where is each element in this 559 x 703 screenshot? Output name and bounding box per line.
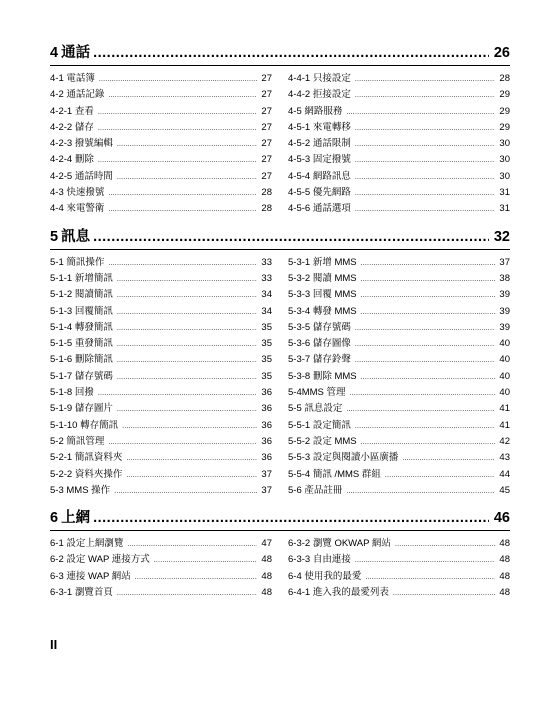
entry-label: 6-1 設定上網瀏覽: [50, 538, 124, 550]
entry-label: 5-2-2 資料夾操作: [50, 468, 123, 480]
leader-dots: [355, 72, 496, 88]
entry-label: 4-4 來電警衛: [50, 203, 105, 215]
entry-page-number: 33: [261, 256, 272, 268]
toc-entry[interactable]: [288, 152, 510, 168]
toc-entry[interactable]: [50, 87, 272, 103]
entry-page-number: 34: [261, 289, 272, 301]
leader-dots: [355, 121, 496, 137]
toc-entry[interactable]: [288, 104, 510, 120]
toc-entry[interactable]: [50, 450, 272, 466]
toc-section: [50, 509, 510, 601]
leader-dots: [122, 419, 257, 435]
entry-label: 6-2 設定 WAP 連接方式: [50, 554, 150, 566]
leader-dots: [117, 305, 258, 321]
entry-label: 5-3-8 刪除 MMS: [288, 370, 357, 382]
entry-page-number: 39: [499, 289, 510, 301]
leader-dots: [361, 256, 496, 272]
toc-entry[interactable]: [288, 336, 510, 352]
entry-label: 4-2-5 通話時間: [50, 170, 113, 182]
entry-label: 5-1-10 轉存簡訊: [50, 419, 119, 431]
section-page-number: 26: [493, 45, 510, 61]
leader-dots: [361, 435, 496, 451]
entry-label: 6-3-2 瀏覽 OKWAP 網站: [288, 538, 391, 550]
entry-page-number: 40: [499, 370, 510, 382]
entry-label: 4-2-1 查看: [50, 105, 94, 117]
leader-dots: [355, 202, 496, 218]
toc-entry[interactable]: [50, 185, 272, 201]
leader-dots: [154, 553, 258, 569]
entry-label: 5-1-2 閱讀簡訊: [50, 289, 113, 301]
leader-dots: [355, 137, 496, 153]
leader-dots: [117, 170, 258, 186]
section-heading[interactable]: [50, 44, 510, 62]
section-number: 6: [50, 510, 59, 527]
leader-dots: [365, 570, 495, 586]
entry-page-number: 27: [261, 138, 272, 150]
leader-dots: [361, 272, 496, 288]
entry-label: 5-1-1 新增簡訊: [50, 272, 113, 284]
entry-page-number: 33: [261, 272, 272, 284]
leader-dots: [98, 121, 258, 137]
entry-label: 4-5-2 通話限制: [288, 138, 351, 150]
leader-dots: [117, 137, 258, 153]
toc-entry[interactable]: [50, 352, 272, 368]
entry-page-number: 28: [261, 203, 272, 215]
entry-label: 4-5-3 固定撥號: [288, 154, 351, 166]
leader-dots: [355, 337, 496, 353]
entry-label: 4-2-3 撥號編輯: [50, 138, 113, 150]
entry-label: 5-1-8 回撥: [50, 387, 94, 399]
leader-dots: [99, 72, 258, 88]
entry-label: 5-3-7 儲存鈴聲: [288, 354, 351, 366]
entry-page-number: 42: [499, 435, 510, 447]
entry-page-number: 39: [499, 305, 510, 317]
entry-page-number: 30: [499, 138, 510, 150]
entry-label: 6-3 連接 WAP 網站: [50, 570, 131, 582]
entry-page-number: 40: [499, 338, 510, 350]
toc-entry[interactable]: [288, 185, 510, 201]
entry-page-number: 48: [261, 587, 272, 599]
entry-page-number: 27: [261, 105, 272, 117]
entry-label: 5-5 訊息設定: [288, 403, 343, 415]
leader-dots: [93, 44, 489, 62]
entry-label: 5-1 簡訊操作: [50, 256, 105, 268]
leader-dots: [355, 321, 496, 337]
toc-entry[interactable]: [50, 336, 272, 352]
entry-label: 4-5-1 來電轉移: [288, 121, 351, 133]
toc-entry[interactable]: [50, 136, 272, 152]
leader-dots: [117, 370, 258, 386]
entry-label: 5-4MMS 管理: [288, 387, 346, 399]
leader-dots: [98, 105, 258, 121]
leader-dots: [355, 553, 496, 569]
leader-dots: [126, 451, 257, 467]
toc-section: [50, 228, 510, 499]
section-page-number: 46: [493, 510, 510, 527]
leader-dots: [93, 228, 489, 246]
section-divider: [50, 249, 510, 250]
leader-dots: [127, 537, 257, 553]
entry-page-number: 38: [499, 272, 510, 284]
entry-page-number: 31: [499, 187, 510, 199]
toc-entry[interactable]: [50, 552, 272, 568]
entry-label: 6-4-1 進入我的最愛列表: [288, 587, 389, 599]
entry-label: 4-5-5 優先網路: [288, 187, 351, 199]
entry-label: 4-3 快速撥號: [50, 187, 105, 199]
table-of-contents: [50, 44, 510, 611]
leader-dots: [395, 537, 495, 553]
entry-page-number: 28: [261, 187, 272, 199]
toc-entry[interactable]: [50, 304, 272, 320]
toc-entry[interactable]: [50, 287, 272, 303]
entry-page-number: 30: [499, 170, 510, 182]
toc-entry[interactable]: [50, 120, 272, 136]
entry-page-number: 40: [499, 387, 510, 399]
left-column: [50, 255, 272, 499]
toc-entry[interactable]: [288, 585, 510, 601]
entry-page-number: 48: [499, 570, 510, 582]
left-column: [50, 71, 272, 218]
section-title: 上網: [61, 510, 91, 527]
entry-label: 6-4 使用我的最愛: [288, 570, 362, 582]
section-heading[interactable]: [50, 509, 510, 527]
leader-dots: [346, 402, 495, 418]
entry-page-number: 41: [499, 419, 510, 431]
entry-page-number: 29: [499, 105, 510, 117]
toc-entry[interactable]: [50, 169, 272, 185]
toc-entry[interactable]: [50, 569, 272, 585]
leader-dots: [108, 256, 257, 272]
entry-label: 5-3 MMS 操作: [50, 484, 111, 496]
entry-page-number: 48: [261, 554, 272, 566]
toc-entry[interactable]: [288, 271, 510, 287]
entry-page-number: 48: [261, 570, 272, 582]
toc-entry[interactable]: [288, 304, 510, 320]
section-title: 訊息: [61, 228, 91, 245]
leader-dots: [346, 105, 495, 121]
entry-page-number: 36: [261, 403, 272, 415]
entry-page-number: 27: [261, 73, 272, 84]
entry-label: 4-5-4 網路訊息: [288, 170, 351, 182]
leader-dots: [361, 305, 496, 321]
toc-entry[interactable]: [288, 120, 510, 136]
entry-page-number: 41: [499, 403, 510, 415]
toc-entry[interactable]: [288, 385, 510, 401]
toc-entry[interactable]: [288, 369, 510, 385]
entry-page-number: 28: [499, 73, 510, 84]
left-column: [50, 536, 272, 601]
section-divider: [50, 530, 510, 531]
toc-entry[interactable]: [50, 255, 272, 271]
leader-dots: [93, 509, 489, 527]
toc-entry[interactable]: [288, 552, 510, 568]
leader-dots: [117, 288, 258, 304]
entry-page-number: 35: [261, 370, 272, 382]
entry-label: 4-1 電話簿: [50, 73, 95, 84]
section-heading[interactable]: [50, 228, 510, 246]
toc-entry[interactable]: [50, 152, 272, 168]
leader-dots: [117, 272, 258, 288]
leader-dots: [361, 288, 496, 304]
entry-page-number: 36: [261, 387, 272, 399]
entry-page-number: 27: [261, 121, 272, 133]
entry-page-number: 40: [499, 354, 510, 366]
entry-label: 5-1-9 儲存圖片: [50, 403, 113, 415]
leader-dots: [135, 570, 258, 586]
entry-label: 4-4-2 拒接設定: [288, 89, 351, 101]
leader-dots: [117, 353, 258, 369]
entry-label: 5-5-3 設定與閱讀小區廣播: [288, 452, 399, 464]
leader-dots: [355, 419, 496, 435]
entry-page-number: 29: [499, 89, 510, 101]
toc-entry[interactable]: [50, 418, 272, 434]
entry-label: 4-5 網路服務: [288, 105, 343, 117]
leader-dots: [355, 153, 496, 169]
entry-label: 5-1-5 重發簡訊: [50, 338, 113, 350]
entry-page-number: 45: [499, 484, 510, 496]
toc-entry[interactable]: [288, 255, 510, 271]
entry-label: 5-3-4 轉發 MMS: [288, 305, 357, 317]
entry-page-number: 47: [261, 538, 272, 550]
leader-dots: [108, 186, 257, 202]
entry-label: 5-2-1 簡訊資料夾: [50, 452, 123, 464]
leader-dots: [126, 468, 257, 484]
entry-label: 4-2 通話記錄: [50, 89, 105, 101]
section-page-number: 32: [493, 228, 510, 245]
toc-entry[interactable]: [50, 201, 272, 217]
page-number-footer: II: [50, 637, 58, 652]
right-column: [288, 255, 510, 499]
toc-entry[interactable]: [288, 169, 510, 185]
leader-dots: [355, 353, 496, 369]
entry-label: 5-3-5 儲存號碼: [288, 321, 351, 333]
toc-entry[interactable]: [50, 320, 272, 336]
leader-dots: [117, 586, 258, 602]
toc-entry[interactable]: [50, 271, 272, 287]
leader-dots: [108, 202, 257, 218]
entry-page-number: 48: [499, 538, 510, 550]
entry-label: 4-2-2 儲存: [50, 121, 94, 133]
entry-page-number: 27: [261, 170, 272, 182]
entry-label: 5-1-7 儲存號碼: [50, 370, 113, 382]
toc-entry[interactable]: [288, 450, 510, 466]
leader-dots: [98, 386, 258, 402]
entry-page-number: 39: [499, 321, 510, 333]
leader-dots: [355, 186, 496, 202]
toc-entry[interactable]: [288, 201, 510, 217]
entry-page-number: 27: [261, 89, 272, 101]
entry-page-number: 37: [261, 484, 272, 496]
toc-entry[interactable]: [50, 401, 272, 417]
leader-dots: [355, 88, 496, 104]
toc-entry[interactable]: [288, 401, 510, 417]
leader-dots: [117, 321, 258, 337]
entry-page-number: 29: [499, 121, 510, 133]
toc-section: [50, 44, 510, 218]
toc-entry[interactable]: [50, 104, 272, 120]
entry-label: 5-3-1 新增 MMS: [288, 256, 357, 268]
entry-page-number: 37: [261, 468, 272, 480]
toc-entry[interactable]: [288, 467, 510, 483]
entry-page-number: 36: [261, 435, 272, 447]
toc-entry[interactable]: [50, 467, 272, 483]
toc-entry[interactable]: [288, 418, 510, 434]
leader-dots: [350, 386, 496, 402]
leader-dots: [108, 435, 257, 451]
toc-entry[interactable]: [50, 536, 272, 552]
entry-label: 5-3-2 閱讀 MMS: [288, 272, 357, 284]
entry-page-number: 48: [499, 587, 510, 599]
toc-entry[interactable]: [288, 483, 510, 499]
entry-page-number: 31: [499, 203, 510, 215]
entry-page-number: 43: [499, 452, 510, 464]
entry-label: 5-1-3 回覆簡訊: [50, 305, 113, 317]
entry-page-number: 30: [499, 154, 510, 166]
entry-page-number: 35: [261, 354, 272, 366]
right-column: [288, 536, 510, 601]
entry-label: 4-5-6 通話選項: [288, 203, 351, 215]
entry-page-number: 27: [261, 154, 272, 166]
right-column: [288, 71, 510, 218]
entry-page-number: 48: [499, 554, 510, 566]
entry-label: 6-3-1 瀏覽首頁: [50, 587, 113, 599]
toc-entry[interactable]: [288, 287, 510, 303]
leader-dots: [361, 370, 496, 386]
entry-page-number: 34: [261, 305, 272, 317]
entry-label: 5-1-4 轉發簡訊: [50, 321, 113, 333]
entry-page-number: 36: [261, 452, 272, 464]
entry-columns: [50, 71, 510, 218]
section-number: 4: [50, 45, 59, 61]
entry-label: 5-5-2 設定 MMS: [288, 435, 357, 447]
entry-label: 4-4-1 只接設定: [288, 73, 351, 84]
toc-entry[interactable]: [288, 569, 510, 585]
entry-page-number: 37: [499, 256, 510, 268]
entry-page-number: 35: [261, 321, 272, 333]
entry-label: 5-3-3 回覆 MMS: [288, 289, 357, 301]
toc-entry[interactable]: [50, 71, 272, 87]
toc-entry[interactable]: [288, 87, 510, 103]
entry-page-number: 44: [499, 468, 510, 480]
toc-entry[interactable]: [50, 483, 272, 499]
toc-entry[interactable]: [50, 434, 272, 450]
entry-label: 5-3-6 儲存圖像: [288, 338, 351, 350]
section-divider: [50, 65, 510, 66]
toc-entry[interactable]: [288, 136, 510, 152]
toc-entry[interactable]: [288, 536, 510, 552]
entry-label: 5-5-4 簡訊 /MMS 群組: [288, 468, 381, 480]
leader-dots: [346, 484, 495, 500]
leader-dots: [385, 468, 496, 484]
entry-label: 5-1-6 刪除簡訊: [50, 354, 113, 366]
section-number: 5: [50, 228, 59, 245]
entry-label: 6-3-3 自由連接: [288, 554, 351, 566]
toc-entry[interactable]: [50, 369, 272, 385]
leader-dots: [393, 586, 496, 602]
leader-dots: [114, 484, 257, 500]
entry-label: 5-5-1 設定簡訊: [288, 419, 351, 431]
toc-entry[interactable]: [288, 434, 510, 450]
toc-entry[interactable]: [50, 585, 272, 601]
entry-page-number: 36: [261, 419, 272, 431]
entry-columns: [50, 255, 510, 499]
leader-dots: [355, 170, 496, 186]
leader-dots: [402, 451, 495, 467]
section-title: 通話: [61, 45, 91, 61]
entry-label: 4-2-4 刪除: [50, 154, 94, 166]
toc-entry[interactable]: [288, 352, 510, 368]
leader-dots: [117, 337, 258, 353]
entry-label: 5-6 產品註冊: [288, 484, 343, 496]
leader-dots: [108, 88, 257, 104]
toc-entry[interactable]: [288, 320, 510, 336]
leader-dots: [117, 402, 258, 418]
entry-page-number: 35: [261, 338, 272, 350]
leader-dots: [98, 153, 258, 169]
entry-columns: [50, 536, 510, 601]
toc-entry[interactable]: [50, 385, 272, 401]
toc-entry[interactable]: [288, 71, 510, 87]
entry-label: 5-2 簡訊管理: [50, 435, 105, 447]
